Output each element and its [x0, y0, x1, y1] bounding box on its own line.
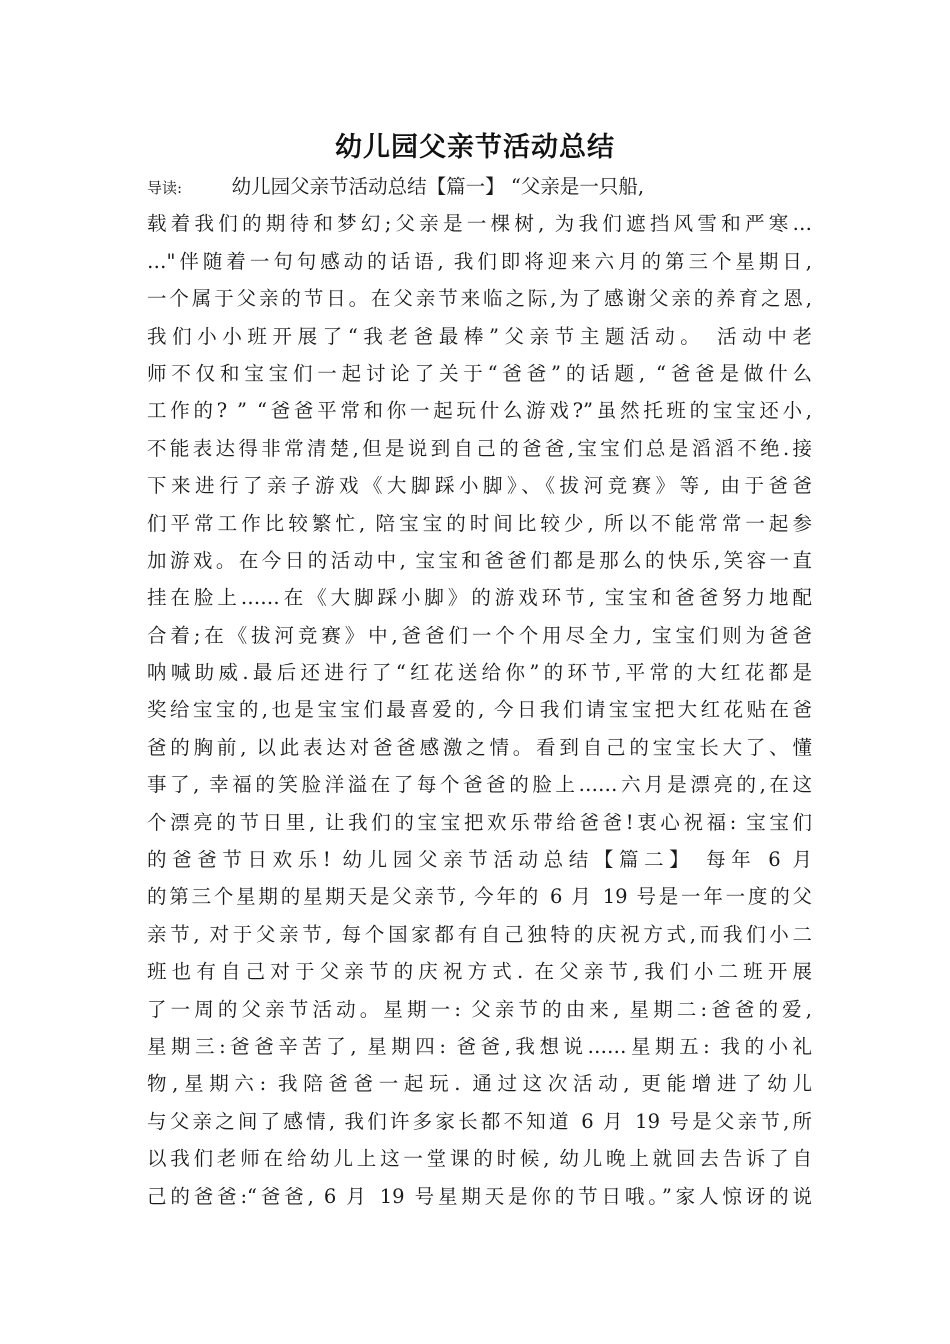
- paragraph-line: 一个属于父亲的节日。在父亲节来临之际,为了感谢父亲的养育之恩,: [147, 287, 812, 311]
- paragraph-line: 星期三:爸爸辛苦了, 星期四: 爸爸,我想说……星期五: 我的小礼: [147, 1034, 812, 1058]
- paragraph-line: 物,星期六: 我陪爸爸一起玩. 通过这次活动, 更能增进了幼儿: [147, 1072, 812, 1096]
- paragraph-line: 我们小小班开展了“我老爸最棒”父亲节主题活动。 活动中老: [147, 324, 812, 348]
- paragraph-line: 亲节, 对于父亲节, 每个国家都有自己独特的庆祝方式,而我们小二: [147, 922, 812, 946]
- paragraph-line: 合着;在《拔河竞赛》中,爸爸们一个个用尽全力, 宝宝们则为爸爸: [147, 623, 812, 647]
- paragraph-line: 工作的? ” “爸爸平常和你一起玩什么游戏?”虽然托班的宝宝还小,: [147, 399, 812, 423]
- paragraph-line: 爸的胸前, 以此表达对爸爸感激之情。看到自己的宝宝长大了、懂: [147, 735, 812, 759]
- paragraph-line-text: 幼儿园父亲节活动总结【篇一】 “父亲是一只船,: [231, 175, 645, 198]
- paragraph-line: 个漂亮的节日里, 让我们的宝宝把欢乐带给爸爸!衷心祝福: 宝宝们: [147, 810, 812, 834]
- paragraph-line: 己的爸爸:“爸爸, 6 月 19 号星期天是你的节日哦。”家人惊讶的说: [147, 1184, 812, 1208]
- paragraph-line: 班也有自己对于父亲节的庆祝方式. 在父亲节,我们小二班开展: [147, 960, 812, 984]
- paragraph-line: 呐喊助威.最后还进行了“红花送给你”的环节,平常的大红花都是: [147, 661, 812, 685]
- lead-label: 导读:: [147, 179, 183, 197]
- paragraph-line: 不能表达得非常清楚,但是说到自己的爸爸,宝宝们总是滔滔不绝.接: [147, 436, 812, 460]
- paragraph-line: 奖给宝宝的,也是宝宝们最喜爱的, 今日我们请宝宝把大红花贴在爸: [147, 698, 812, 722]
- paragraph-line: …"伴随着一句句感动的话语, 我们即将迎来六月的第三个星期日,: [147, 249, 812, 273]
- paragraph-line: 载着我们的期待和梦幻;父亲是一棵树, 为我们遮挡风雪和严寒…: [147, 212, 812, 236]
- paragraph-line: 挂在脸上……在《大脚踩小脚》的游戏环节, 宝宝和爸爸努力地配: [147, 586, 812, 610]
- document-title: 幼儿园父亲节活动总结: [335, 132, 615, 163]
- paragraph-line: 以我们老师在给幼儿上这一堂课的时候, 幼儿晚上就回去告诉了自: [147, 1147, 812, 1171]
- paragraph-line: 们平常工作比较繁忙, 陪宝宝的时间比较少, 所以不能常常一起参: [147, 511, 812, 535]
- paragraph-line: 的第三个星期的星期天是父亲节, 今年的 6 月 19 号是一年一度的父: [147, 885, 812, 909]
- paragraph-line: 的爸爸节日欢乐! 幼儿园父亲节活动总结【篇二】 每年 6 月: [147, 848, 812, 872]
- paragraph-line-first: [147, 168, 812, 205]
- paragraph-line: 师不仅和宝宝们一起讨论了关于“爸爸”的话题, “爸爸是做什么: [147, 361, 812, 385]
- paragraph-line: 加游戏。在今日的活动中, 宝宝和爸爸们都是那么的快乐,笑容一直: [147, 548, 812, 572]
- paragraph-line: 了一周的父亲节活动。星期一: 父亲节的由来, 星期二:爸爸的爱,: [147, 997, 812, 1021]
- paragraph-line: 下来进行了亲子游戏《大脚踩小脚》、《拔河竞赛》等, 由于爸爸: [147, 474, 812, 498]
- paragraph-line: 事了, 幸福的笑脸洋溢在了每个爸爸的脸上……六月是漂亮的,在这: [147, 773, 812, 797]
- document-body: [147, 168, 812, 1215]
- paragraph-line: 与父亲之间了感情, 我们许多家长都不知道 6 月 19 号是父亲节,所: [147, 1109, 812, 1133]
